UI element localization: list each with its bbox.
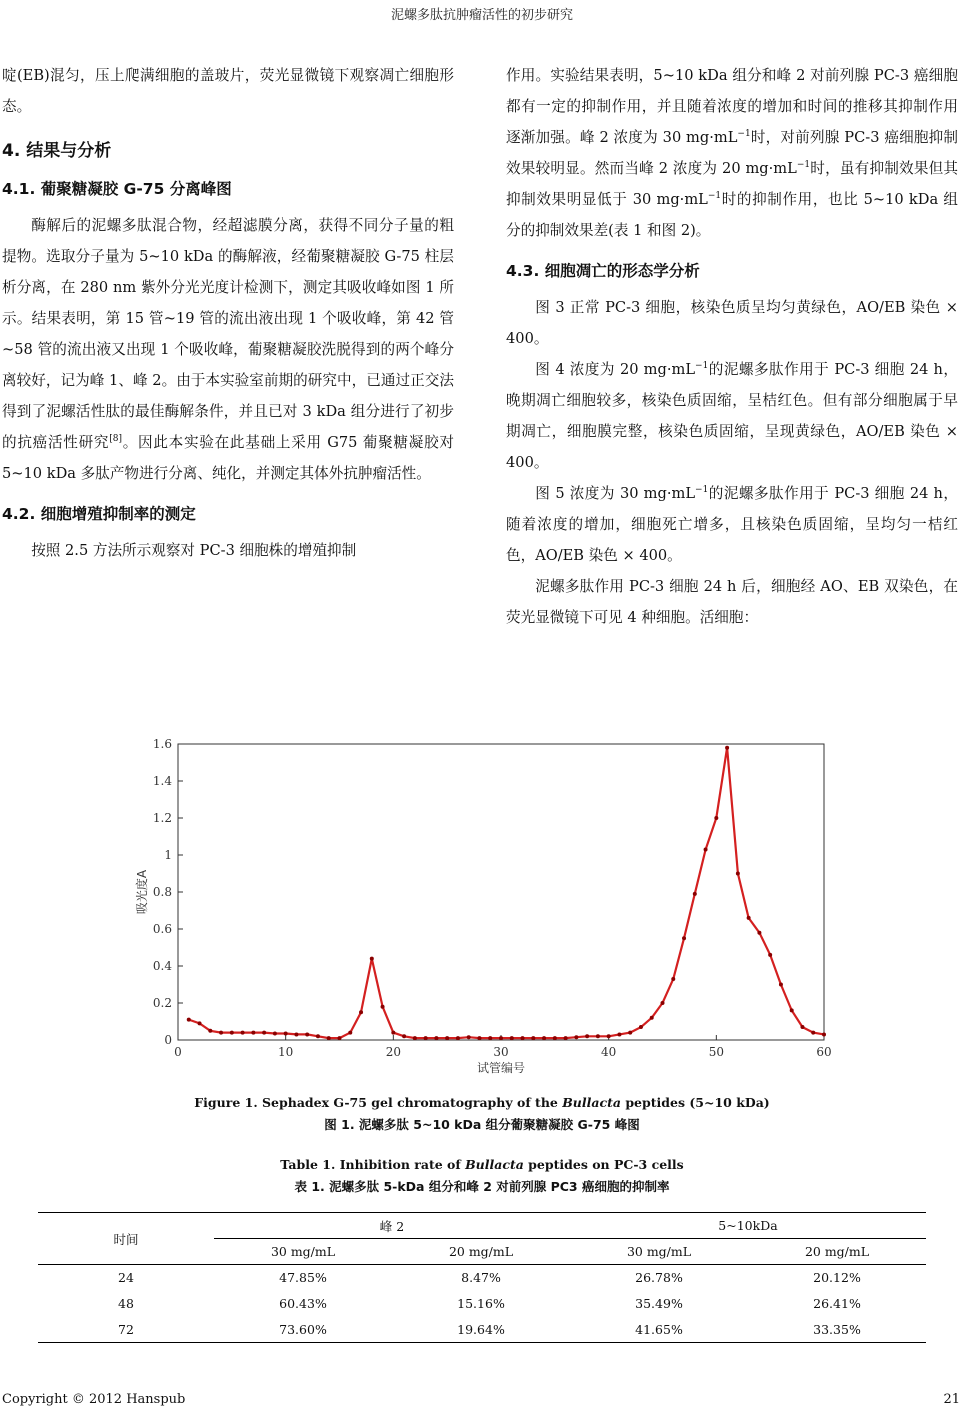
y-tick-label: 0.2 (152, 996, 172, 1010)
column-header: 20 mg/mL (392, 1239, 570, 1265)
table-cell: 33.35% (748, 1317, 926, 1343)
data-point (521, 1036, 525, 1040)
data-point (531, 1036, 535, 1040)
y-tick-label: 0.6 (152, 922, 172, 936)
table-cell: 72 (38, 1317, 214, 1343)
paragraph (506, 354, 958, 478)
caption-text: Table 1. Inhibition rate of (280, 1157, 466, 1172)
data-point (230, 1031, 234, 1035)
group-header: 峰 2 (214, 1213, 570, 1239)
x-tick-label: 30 (493, 1045, 509, 1059)
table-row (38, 1317, 926, 1343)
y-tick-label: 1 (164, 848, 172, 862)
paragraph-text: 图 4 浓度为 20 mg·mL (535, 361, 696, 378)
caption-text: Figure 1. Sephadex G-75 gel chromatography of the (194, 1095, 563, 1110)
data-point (198, 1021, 202, 1025)
paragraph (2, 210, 454, 489)
x-tick-label: 50 (708, 1045, 724, 1059)
data-point (251, 1031, 255, 1035)
data-point (434, 1036, 438, 1040)
superscript: −1 (796, 160, 811, 171)
data-point (284, 1032, 288, 1036)
caption-text: peptides (5~10 kDa) (620, 1095, 770, 1110)
data-point (499, 1036, 503, 1040)
superscript: −1 (695, 361, 709, 372)
data-point (305, 1032, 309, 1036)
series-line (189, 748, 824, 1038)
inhibition-table (38, 1212, 926, 1343)
paragraph-text: 。因此本实验在此基础上采用 G75 葡聚糖凝胶对 5~10 kDa 多肽产物进行分离、纯化，并测定其体外抗肿瘤活性。 (2, 434, 454, 482)
y-axis-label: 吸光度A (135, 869, 149, 915)
data-point (208, 1029, 212, 1033)
right-column (506, 60, 958, 633)
data-point (757, 931, 761, 935)
data-point (607, 1034, 611, 1038)
column-header: 20 mg/mL (748, 1239, 926, 1265)
data-point (187, 1018, 191, 1022)
data-point (445, 1036, 449, 1040)
chromatography-chart (130, 732, 850, 1082)
paragraph-text: 酶解后的泥螺多肽混合物，经超滤膜分离，获得不同分子量的粗提物。选取分子量为 5~10 kDa 的酶解液，经葡聚糖凝胶 G-75 柱层析分离，在 280 nm 紫外分光光度计检测下，测定其吸收峰如图 1 所示。结果表明，第 15 管~19 管的流出液出现 1 个吸收峰，第 42 管~58 管的流出液又出现 1 个吸收峰，葡聚糖凝胶洗脱得到的两个峰分离较好，记为峰 1、峰 2。由于本实验室前期的研究中，已通过正交法得到了泥螺活性肽的最佳酶解条件，并且已对 3 kDa 组分进行了初步的抗癌活性研究 (2, 217, 454, 451)
chart-svg (130, 732, 850, 1082)
paragraph (506, 60, 958, 246)
x-tick-label: 40 (601, 1045, 617, 1059)
paragraph-text: 的泥螺多肽作用于 PC-3 细胞 24 h，随着浓度的增加，细胞死亡增多，且核染色质固缩，呈均匀一桔红色，AO/EB 染色 × 400。 (506, 485, 958, 564)
data-point (693, 892, 697, 896)
data-point (413, 1036, 417, 1040)
data-point (510, 1036, 514, 1040)
data-point (714, 816, 718, 820)
table-cell: 19.64% (392, 1317, 570, 1343)
data-point (574, 1035, 578, 1039)
x-axis-label: 试管编号 (476, 1061, 526, 1075)
section-heading: 4. 结果与分析 (2, 141, 112, 161)
figure-caption-en (0, 1095, 964, 1110)
data-point (811, 1031, 815, 1035)
plot-frame (178, 744, 824, 1040)
data-point (381, 1005, 385, 1009)
table-cell: 60.43% (279, 1296, 327, 1311)
data-point (596, 1034, 600, 1038)
table-cell: 26.41% (813, 1296, 861, 1311)
data-point (262, 1031, 266, 1035)
paragraph (506, 478, 958, 571)
subsection-heading: 4.1. 葡聚糖凝胶 G-75 分离峰图 (2, 180, 232, 198)
paragraph: 泥螺多肽作用 PC-3 细胞 24 h 后，细胞经 AO、EB 双染色，在荧光显微镜下可见 4 种细胞。活细胞： (506, 578, 958, 626)
table-row (38, 1291, 926, 1317)
x-tick-label: 60 (816, 1045, 832, 1059)
data-point (456, 1036, 460, 1040)
caption-text: peptides on PC-3 cells (523, 1157, 684, 1172)
superscript: −1 (707, 191, 722, 202)
paragraph-text: 作用。实验结果表明，5~10 kDa 组分和峰 2 对前列腺 PC-3 癌细胞都有一定的抑制作用，并且随着浓度的增加和时间的推移其抑制作用逐渐加强。峰 2 浓度为 30 mg·mL (506, 67, 958, 146)
data-point (564, 1036, 568, 1040)
table-header-row (38, 1213, 926, 1239)
data-point (671, 977, 675, 981)
table-cell: 24 (118, 1270, 134, 1286)
data-point (779, 983, 783, 987)
data-point (553, 1036, 557, 1040)
table-cell: 26.78% (635, 1270, 683, 1286)
data-point (327, 1036, 331, 1040)
data-point (338, 1036, 342, 1040)
data-point (424, 1036, 428, 1040)
paragraph: 按照 2.5 方法所示观察对 PC-3 细胞株的增殖抑制 (31, 542, 357, 559)
paragraph: 啶(EB)混匀，压上爬满细胞的盖玻片，荧光显微镜下观察凋亡细胞形态。 (2, 67, 454, 115)
data-point (348, 1031, 352, 1035)
y-tick-label: 0.4 (152, 959, 172, 973)
data-point (467, 1035, 471, 1039)
data-point (391, 1031, 395, 1035)
data-point (800, 1025, 804, 1029)
table-cell: 35.49% (635, 1296, 683, 1311)
x-tick-label: 0 (174, 1045, 182, 1059)
table-caption-en (0, 1157, 964, 1172)
y-tick-label: 1.6 (152, 737, 172, 751)
citation[interactable]: [8] (109, 434, 122, 445)
left-column (2, 60, 454, 566)
paragraph-text: 时，对前列腺 PC-3 癌细胞抑制效果较明显。然而当峰 2 浓度为 20 mg·mL (506, 129, 958, 177)
y-tick-label: 0 (164, 1033, 172, 1047)
data-point (585, 1034, 589, 1038)
y-tick-label: 1.2 (152, 811, 172, 825)
table-cell: 20.12% (813, 1270, 861, 1286)
paragraph-text: 图 5 浓度为 30 mg·mL (535, 485, 696, 502)
data-point (359, 1010, 363, 1014)
group-header: 5~10kDa (570, 1213, 926, 1239)
paragraph-text: 时，虽有抑制效果但其抑制效果明显低于 30 mg·mL (506, 160, 958, 208)
table-cell: 41.65% (570, 1317, 748, 1343)
page-number: 21 (943, 1392, 960, 1407)
data-point (294, 1032, 298, 1036)
subsection-heading: 4.3. 细胞凋亡的形态学分析 (506, 262, 700, 280)
table-cell: 15.16% (457, 1296, 505, 1311)
data-point (219, 1031, 223, 1035)
superscript: −1 (695, 485, 709, 496)
data-point (241, 1031, 245, 1035)
data-point (747, 916, 751, 920)
data-point (704, 847, 708, 851)
column-header: 30 mg/mL (214, 1239, 392, 1265)
data-point (542, 1036, 546, 1040)
data-point (477, 1036, 481, 1040)
data-point (370, 957, 374, 961)
paragraph-text: 时的抑制作用，也比 5~10 kDa 组分的抑制效果差(表 1 和图 2)。 (506, 191, 958, 239)
table-row (38, 1265, 926, 1291)
table-cell: 48 (118, 1296, 134, 1311)
row-header: 时间 (38, 1213, 214, 1265)
running-head: 泥螺多肽抗肿瘤活性的初步研究 (390, 8, 573, 23)
y-tick-label: 0.8 (152, 885, 172, 899)
y-tick-label: 1.4 (152, 774, 172, 788)
data-point (273, 1032, 277, 1036)
data-point (639, 1025, 643, 1029)
data-point (316, 1034, 320, 1038)
data-point (822, 1032, 826, 1036)
data-point (488, 1036, 492, 1040)
data-point (682, 936, 686, 940)
table-caption-zh: 表 1. 泥螺多肽 5-kDa 组分和峰 2 对前列腺 PC3 癌细胞的抑制率 (294, 1179, 670, 1194)
superscript: −1 (737, 129, 751, 140)
data-point (736, 872, 740, 876)
table-cell: 8.47% (461, 1270, 501, 1286)
caption-italic: Bullacta (562, 1095, 621, 1110)
data-point (628, 1031, 632, 1035)
data-point (402, 1034, 406, 1038)
data-point (725, 746, 729, 750)
data-point (650, 1016, 654, 1020)
x-tick-label: 20 (385, 1045, 401, 1059)
caption-italic: Bullacta (465, 1157, 524, 1172)
data-point (617, 1032, 621, 1036)
paragraph-text: 的泥螺多肽作用于 PC-3 细胞 24 h，晚期凋亡细胞较多，核染色质固缩，呈桔红色。但有部分细胞属于早期凋亡，细胞膜完整，核染色质固缩，呈现黄绿色，AO/EB 染色 × 400。 (506, 361, 958, 471)
column-header: 30 mg/mL (570, 1239, 748, 1265)
copyright: Copyright © 2012 Hanspub (2, 1392, 186, 1407)
table-cell: 47.85% (279, 1270, 327, 1286)
data-point (768, 953, 772, 957)
paragraph: 图 3 正常 PC-3 细胞，核染色质呈均匀黄绿色，AO/EB 染色 × 400。 (506, 299, 958, 347)
table-cell: 73.60% (214, 1317, 392, 1343)
figure-caption-zh: 图 1. 泥螺多肽 5~10 kDa 组分葡聚糖凝胶 G-75 峰图 (324, 1117, 640, 1132)
x-tick-label: 10 (278, 1045, 294, 1059)
data-point (661, 1001, 665, 1005)
subsection-heading: 4.2. 细胞增殖抑制率的测定 (2, 505, 196, 523)
data-point (790, 1008, 794, 1012)
